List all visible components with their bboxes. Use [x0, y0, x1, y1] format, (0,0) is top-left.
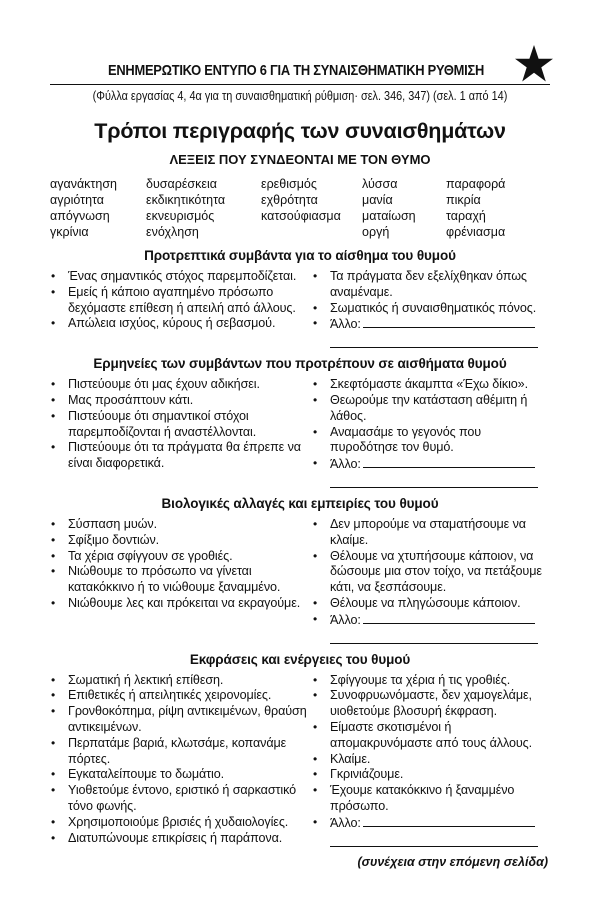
fill-in-line[interactable]	[363, 456, 535, 468]
list-item-text: Χρησιμοποιούμε βρισιές ή χυδαιολογίες.	[68, 814, 289, 829]
bullet-icon: •	[51, 595, 56, 610]
list-item-text: Υιοθετούμε έντονο, εριστικό ή σαρκαστικό τόνο φωνής.	[68, 783, 297, 813]
star-icon	[514, 44, 554, 84]
list-item	[50, 831, 312, 847]
words-column	[146, 176, 261, 240]
list-item-text: Σκεφτόμαστε άκαμπτα «Έχω δίκιο».	[330, 377, 528, 392]
list-item-text: Νιώθουμε λες και πρόκειται να εκραγούμε.	[68, 595, 301, 610]
bullet-icon: •	[313, 767, 318, 782]
list-item	[50, 269, 312, 285]
list-item	[50, 377, 312, 393]
bullet-icon: •	[313, 516, 318, 531]
list-item	[312, 517, 550, 549]
bullet-icon: •	[313, 814, 318, 829]
list-item-text: Πιστεύουμε ότι τα πράγματα θα έπρεπε να είναι διαφορετικά.	[68, 440, 301, 471]
list-item-text: Επιθετικές ή απειλητικές χειρονομίες.	[68, 688, 272, 703]
header-title: ΕΝΗΜΕΡΩΤΙΚΟ ΕΝΤΥΠΟ 6 ΓΙΑ ΤΗ ΣΥΝΑΙΣΘΗΜΑΤΙΚΗ ΡΥΘΜΙΣΗ	[108, 62, 485, 79]
section-heading: Εκφράσεις και ενέργειες του θυμού	[189, 651, 411, 667]
bullet-icon: •	[51, 564, 56, 579]
bullet-icon: •	[51, 408, 56, 423]
fill-in-line[interactable]	[330, 629, 538, 644]
anger-word: εκνευρισμός	[146, 209, 215, 223]
bullet-column-right	[312, 377, 550, 488]
list-item	[50, 517, 312, 533]
bullet-icon: •	[51, 269, 56, 283]
words-column	[50, 176, 146, 240]
section-heading: Βιολογικές αλλαγές και εμπειρίες του θυμού	[161, 495, 439, 511]
list-item	[312, 549, 550, 596]
anger-word: ερεθισμός	[261, 177, 317, 191]
bullet-icon: •	[51, 284, 56, 299]
list-item	[50, 815, 312, 831]
list-item	[50, 688, 312, 704]
continued-note: (συνέχεια στην επόμενη σελίδα)	[357, 855, 548, 869]
list-item-text: Γρονθοκόπημα, ρίψη αντικειμένων, θραύση αντικειμένων.	[68, 704, 307, 734]
bullet-icon: •	[313, 392, 318, 407]
anger-word: εκδικητικότητα	[146, 193, 226, 207]
list-item-text: Έχουμε κατακόκκινο ή ξαναμμένο πρόσωπο.	[330, 783, 515, 813]
list-item	[312, 673, 550, 689]
header	[50, 40, 550, 85]
handout-page	[50, 40, 550, 847]
list-item	[50, 393, 312, 409]
list-item-text: Εγκαταλείπουμε το δωμάτιο.	[68, 767, 225, 782]
list-item-text: Θεωρούμε την κατάσταση αθέμιτη ή λάθος.	[330, 392, 528, 423]
list-item	[50, 596, 312, 612]
list-item	[312, 612, 550, 629]
bullet-icon: •	[51, 735, 56, 750]
bullet-icon: •	[313, 300, 318, 315]
list-item-text: Σφίγγουμε τα χέρια ή τις γροθιές.	[330, 672, 511, 687]
fill-in-line[interactable]	[363, 316, 535, 328]
bullet-icon: •	[51, 830, 56, 845]
bullet-column-right	[312, 517, 550, 644]
bullet-icon: •	[51, 704, 56, 719]
list-item	[50, 783, 312, 815]
list-item-text: Θέλουμε να χτυπήσουμε κάποιον, να δώσουμε μια στον τοίχο, να πετάξουμε κάτι, να ξεσπάσουμε.	[330, 548, 542, 595]
anger-word: αγριότητα	[50, 193, 105, 207]
bullet-icon: •	[313, 751, 318, 766]
section-columns	[50, 517, 550, 644]
fill-in-line[interactable]	[363, 815, 535, 827]
list-item-text: Περπατάμε βαριά, κλωτσάμε, κοπανάμε πόρτες.	[68, 735, 287, 766]
section-columns	[50, 673, 550, 847]
list-item	[50, 736, 312, 768]
list-item-text: Τα πράγματα δεν εξελίχθηκαν όπως αναμέναμε.	[330, 269, 527, 299]
words-heading: ΛΕΞΕΙΣ ΠΟΥ ΣΥΝΔΕΟΝΤΑΙ ΜΕ ΤΟΝ ΘΥΜΟ	[169, 152, 431, 167]
section-heading: Προτρεπτικά συμβάντα για το αίσθημα του θυμού	[144, 248, 456, 263]
bullet-icon: •	[313, 377, 318, 392]
list-item	[50, 316, 312, 332]
bullet-icon: •	[51, 767, 56, 782]
bullet-column-left	[50, 377, 312, 488]
fill-in-line[interactable]	[330, 333, 538, 348]
fill-in-line[interactable]	[330, 473, 538, 488]
list-item	[312, 815, 550, 832]
anger-word: κατσούφιασμα	[261, 209, 341, 223]
header-subtitle: (Φύλλα εργασίας 4, 4α για τη συναισθηματική ρύθμιση· σελ. 346, 347) (σελ. 1 από 14)	[92, 89, 508, 103]
list-item-text: Γκρινιάζουμε.	[330, 767, 404, 782]
list-item	[50, 440, 312, 472]
anger-word: παραφορά	[446, 177, 506, 191]
list-item-text: Σφίξιμο δοντιών.	[68, 532, 160, 547]
list-item	[312, 752, 550, 768]
words-column	[446, 176, 546, 240]
list-item	[50, 409, 312, 441]
list-item	[312, 301, 550, 317]
anger-word: οργή	[362, 225, 390, 239]
list-item	[50, 533, 312, 549]
list-item	[312, 316, 550, 333]
bullet-icon: •	[313, 456, 318, 471]
words-column	[261, 176, 362, 240]
anger-word: απόγνωση	[50, 209, 110, 223]
fill-in-line[interactable]	[363, 612, 535, 624]
list-item	[50, 704, 312, 736]
list-item-text: Άλλο:	[330, 317, 361, 332]
bullet-icon: •	[51, 548, 56, 563]
bullet-column-left	[50, 517, 312, 644]
words-column	[362, 176, 446, 240]
list-item-text: Συνοφρυωνόμαστε, δεν χαμογελάμε, υιοθετούμε βλοσυρή έκφραση.	[330, 688, 532, 719]
list-item	[312, 456, 550, 473]
list-item	[312, 688, 550, 720]
list-item	[312, 783, 550, 815]
bullet-icon: •	[51, 516, 56, 531]
bullet-icon: •	[313, 688, 318, 703]
list-item-text: Θέλουμε να πληγώσουμε κάποιον.	[330, 595, 521, 610]
bullet-icon: •	[313, 783, 318, 798]
bullet-icon: •	[313, 424, 318, 439]
bullet-column-right	[312, 673, 550, 847]
anger-word: μανία	[362, 193, 393, 207]
list-item-text: Μας προσάπτουν κάτι.	[68, 392, 194, 407]
list-item	[312, 720, 550, 752]
list-item-text: Σωματικός ή συναισθηματικός πόνος.	[330, 300, 537, 315]
list-item-text: Νιώθουμε το πρόσωπο να γίνεται κατακόκκινο ή το νιώθουμε ξαναμμένο.	[68, 564, 281, 595]
bullet-icon: •	[313, 595, 318, 610]
list-item	[50, 285, 312, 317]
list-item-text: Άλλο:	[330, 612, 361, 627]
bullet-icon: •	[313, 672, 318, 687]
anger-word: ενόχληση	[146, 225, 199, 239]
section-columns	[50, 269, 550, 348]
list-item-text: Εμείς ή κάποιο αγαπημένο πρόσωπο δεχόμαστε επίθεση ή απειλή από άλλους.	[68, 284, 296, 315]
bullet-icon: •	[51, 440, 56, 455]
list-item	[312, 393, 550, 425]
words-grid	[50, 176, 550, 240]
anger-word: ταραχή	[446, 209, 486, 223]
bullet-icon: •	[313, 316, 318, 331]
bullet-icon: •	[51, 532, 56, 547]
list-item-text: Τα χέρια σφίγγουν σε γροθιές.	[68, 548, 233, 563]
section-heading: Ερμηνείες των συμβάντων που προτρέπουν σε αισθήματα θυμού	[93, 356, 507, 372]
bullet-icon: •	[51, 316, 56, 331]
bullet-icon: •	[313, 611, 318, 626]
list-item-text: Σωματική ή λεκτική επίθεση.	[68, 672, 224, 687]
bullet-column-right	[312, 269, 550, 348]
list-item	[312, 377, 550, 393]
bullet-icon: •	[51, 814, 56, 829]
list-item-text: Ένας σημαντικός στόχος παρεμποδίζεται.	[68, 269, 297, 283]
anger-word: λύσσα	[362, 177, 398, 191]
list-item-text: Απώλεια ισχύος, κύρους ή σεβασμού.	[68, 316, 276, 331]
fill-in-line[interactable]	[330, 832, 538, 847]
list-item-text: Πιστεύουμε ότι μας έχουν αδικήσει.	[68, 377, 260, 392]
list-item-text: Άλλο:	[330, 457, 361, 472]
list-item-text: Σύσπαση μυών.	[68, 516, 157, 531]
sections	[50, 248, 550, 847]
list-item	[50, 767, 312, 783]
anger-word: γκρίνια	[50, 225, 89, 239]
list-item	[50, 564, 312, 596]
bullet-icon: •	[51, 377, 56, 392]
bullet-icon: •	[313, 548, 318, 563]
list-item-text: Άλλο:	[330, 815, 361, 830]
bullet-icon: •	[51, 672, 56, 687]
list-item-text: Κλαίμε.	[330, 751, 371, 766]
bullet-column-left	[50, 673, 312, 847]
bullet-icon: •	[51, 688, 56, 703]
list-item	[312, 767, 550, 783]
list-item	[312, 425, 550, 457]
list-item-text: Πιστεύουμε ότι σημαντικοί στόχοι παρεμποδίζονται ή αναστέλλονται.	[68, 408, 257, 439]
list-item	[50, 673, 312, 689]
anger-word: ματαίωση	[362, 209, 416, 223]
bullet-column-left	[50, 269, 312, 348]
anger-word: εχθρότητα	[261, 193, 318, 207]
section-columns	[50, 377, 550, 488]
list-item	[312, 269, 550, 301]
anger-word: φρένιασμα	[446, 225, 506, 239]
bullet-icon: •	[313, 719, 318, 734]
bullet-icon: •	[313, 269, 318, 283]
anger-word: δυσαρέσκεια	[146, 177, 217, 191]
anger-word: πικρία	[446, 193, 481, 207]
main-title: Τρόποι περιγραφής των συναισθημάτων	[94, 119, 506, 143]
list-item-text: Αναμασάμε το γεγονός που πυροδότησε τον θυμό.	[330, 424, 482, 455]
list-item	[312, 596, 550, 612]
anger-word: αγανάκτηση	[50, 177, 117, 191]
bullet-icon: •	[51, 783, 56, 798]
list-item-text: Δεν μπορούμε να σταματήσουμε να κλαίμε.	[330, 516, 526, 547]
bullet-icon: •	[51, 392, 56, 407]
list-item	[50, 549, 312, 565]
list-item-text: Είμαστε σκοτισμένοι ή απομακρυνόμαστε από τους άλλους.	[330, 719, 533, 750]
list-item-text: Διατυπώνουμε επικρίσεις ή παράπονα.	[68, 830, 283, 845]
